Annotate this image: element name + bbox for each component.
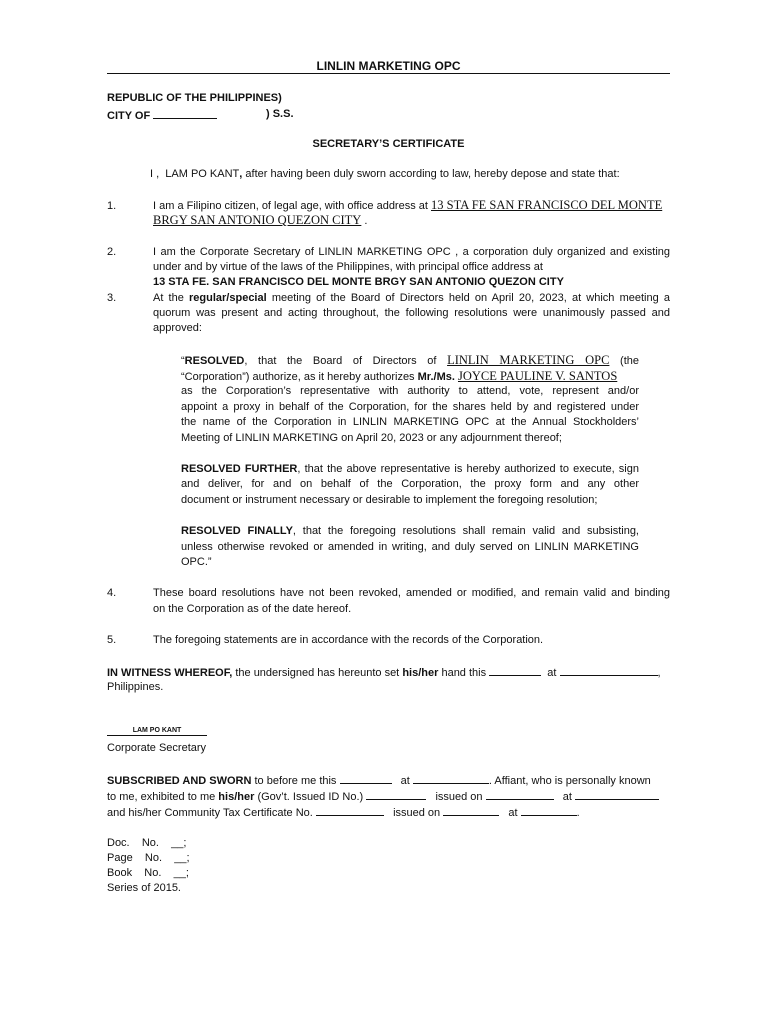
- witness-line1: [107, 665, 661, 679]
- res2-line1: [181, 463, 639, 475]
- venue-city: [107, 108, 217, 122]
- res1-corp-name: LINLIN MARKETING OPC: [447, 353, 610, 367]
- jurat-line2: [107, 789, 659, 803]
- item3-l1c: meeting of the Board of Directors held on April 20, 2023, at which meeting a: [271, 292, 670, 304]
- witness-hisher: his/her: [402, 667, 439, 679]
- item5-number: 5.: [107, 634, 117, 646]
- jurat-l3c: at: [508, 807, 518, 819]
- item4-line2: on the Corporation as of the date hereof.: [153, 603, 352, 615]
- res3-resolved-finally: RESOLVED FINALLY: [181, 525, 293, 537]
- item3-meeting-type: regular/special: [189, 292, 267, 304]
- intro-comma: ,: [239, 168, 243, 180]
- jurat-l2a: to me, exhibited to me: [107, 791, 216, 803]
- item2-line3: 13 STA FE. SAN FRANCISCO DEL MONTE BRGY SAN ANTONIO QUEZON CITY: [153, 276, 564, 288]
- res1-line4: appoint a proxy in behalf of the Corporation, for the shares held by and registered under: [181, 401, 639, 413]
- witness-d: hand this: [441, 667, 487, 679]
- jurat-hisher: his/her: [218, 791, 255, 803]
- witness-b: the undersigned has hereunto set: [235, 667, 400, 679]
- jurat-c: at: [400, 775, 410, 787]
- certificate-heading: SECRETARY’S CERTIFICATE: [312, 138, 465, 150]
- jurat-issued-blank: [486, 789, 554, 800]
- intro-paragraph: [150, 168, 620, 180]
- res3-l1b: , that the foregoing resolutions shall remain valid and subsisting,: [292, 525, 639, 537]
- witness-date-blank: [489, 665, 541, 676]
- res1-line6: Meeting of LINLIN MARKETING on April 20, 2023 or any adjournment thereof;: [181, 432, 562, 444]
- jurat-subscribed: SUBSCRIBED AND SWORN: [107, 775, 252, 787]
- res1-l1d: (the: [620, 355, 639, 367]
- res1-l2a: “Corporation”) authorize, as it hereby authorizes: [181, 371, 415, 383]
- city-blank: [153, 108, 217, 119]
- jurat-line3: [107, 805, 580, 819]
- jurat-place-blank: [413, 773, 489, 784]
- intro-name: LAM PO KANT: [165, 168, 240, 180]
- res1-resolved: RESOLVED: [184, 355, 245, 367]
- res3-line3: OPC.”: [181, 556, 212, 568]
- jurat-b: to before me this: [254, 775, 337, 787]
- res3-line2: unless otherwise revoked or amended in writing, and duly served on LINLIN MARKETING: [181, 541, 639, 553]
- item3-line3: approved:: [153, 322, 202, 334]
- venue-ss: ) S.S.: [266, 108, 294, 120]
- notarial-page: Page No. __;: [107, 852, 190, 864]
- item3-number: 3.: [107, 292, 117, 304]
- jurat-l3b: issued on: [393, 807, 441, 819]
- witness-f: ,: [657, 667, 661, 679]
- res2-line3: document or instrument necessary or desirable to implement the foregoing resolution;: [181, 494, 598, 506]
- item2-line1: I am the Corporate Secretary of LINLIN MARKETING OPC , a corporation duly organized and existing: [153, 246, 670, 258]
- witness-e: at: [547, 667, 557, 679]
- jurat-l3a: and his/her Community Tax Certificate No.: [107, 807, 313, 819]
- res1-l1c: , that the Board of Directors of: [244, 355, 437, 367]
- notarial-series: Series of 2015.: [107, 882, 181, 894]
- res2-l1b: , that the above representative is hereby authorized to execute, sign: [297, 463, 639, 475]
- item2-number: 2.: [107, 246, 117, 258]
- jurat-id-blank: [366, 789, 426, 800]
- res1-quote: “: [181, 355, 185, 367]
- witness-whereof: IN WITNESS WHEREOF,: [107, 667, 233, 679]
- jurat-at-blank: [575, 789, 659, 800]
- jurat-ctc-issued-blank: [443, 805, 499, 816]
- notarial-book: Book No. __;: [107, 867, 189, 879]
- jurat-ctc-blank: [316, 805, 384, 816]
- res1-representative: JOYCE PAULINE V. SANTOS: [457, 369, 618, 383]
- witness-place-blank: [560, 665, 658, 676]
- jurat-l3d: .: [576, 807, 580, 819]
- jurat-line1: [107, 773, 670, 787]
- res1-mrms: Mr./Ms.: [417, 371, 455, 383]
- signature-name: LAM PO KANT: [107, 727, 207, 736]
- item1-number: 1.: [107, 200, 117, 212]
- notarial-doc: Doc. No. __;: [107, 837, 187, 849]
- res2-resolved-further: RESOLVED FURTHER: [181, 463, 298, 475]
- res2-line2: and deliver, for and on behalf of the Corporation, the proxy form and any other: [181, 478, 639, 490]
- item5-text: The foregoing statements are in accordance with the records of the Corporation.: [153, 634, 544, 646]
- document-title: LINLIN MARKETING OPC: [316, 59, 461, 73]
- jurat-l2d: issued on: [435, 791, 483, 803]
- item1-line2: [153, 213, 367, 228]
- res1-line3: as the Corporation’s representative with authority to attend, vote, represent and/or: [181, 385, 639, 397]
- item1-end: .: [364, 215, 368, 227]
- item3-line1: [153, 292, 670, 304]
- jurat-d: . Affiant, who is personally known: [488, 775, 651, 787]
- item1-address1: 13 STA FE SAN FRANCISCO DEL MONTE: [431, 198, 663, 212]
- witness-line2: Philippines.: [107, 681, 164, 693]
- item1-address2: BRGY SAN ANTONIO QUEZON CITY: [153, 213, 362, 227]
- item3-l1a: At the: [153, 292, 184, 304]
- jurat-l2c: (Gov’t. Issued ID No.): [257, 791, 364, 803]
- jurat-date-blank: [340, 773, 392, 784]
- jurat-ctc-at-blank: [521, 805, 577, 816]
- venue-republic: REPUBLIC OF THE PHILIPPINES): [107, 92, 282, 104]
- intro-i: I ,: [150, 168, 160, 180]
- res1-line2: [181, 369, 617, 384]
- res3-line1: [181, 525, 639, 537]
- signature-role: Corporate Secretary: [107, 742, 207, 754]
- res1-line5: the name of the Corporation in LINLIN MARKETING OPC at the Annual Stockholders’: [181, 416, 639, 428]
- item1-line1: [153, 198, 662, 213]
- jurat-l2e: at: [562, 791, 572, 803]
- intro-rest: after having been duly sworn according to law, hereby depose and state that:: [245, 168, 620, 180]
- item4-number: 4.: [107, 587, 117, 599]
- res1-line1: [181, 353, 639, 368]
- item1-text: I am a Filipino citizen, of legal age, with office address at: [153, 200, 428, 212]
- item3-line2: quorum was present and acting throughout, the following resolutions were unanimously passed and: [153, 307, 670, 319]
- venue-city-label: CITY OF: [107, 110, 151, 122]
- item2-line2: under and by virtue of the laws of the Philippines, with principal office address at: [153, 261, 543, 273]
- item4-line1: These board resolutions have not been revoked, amended or modified, and remain valid and binding: [153, 587, 670, 599]
